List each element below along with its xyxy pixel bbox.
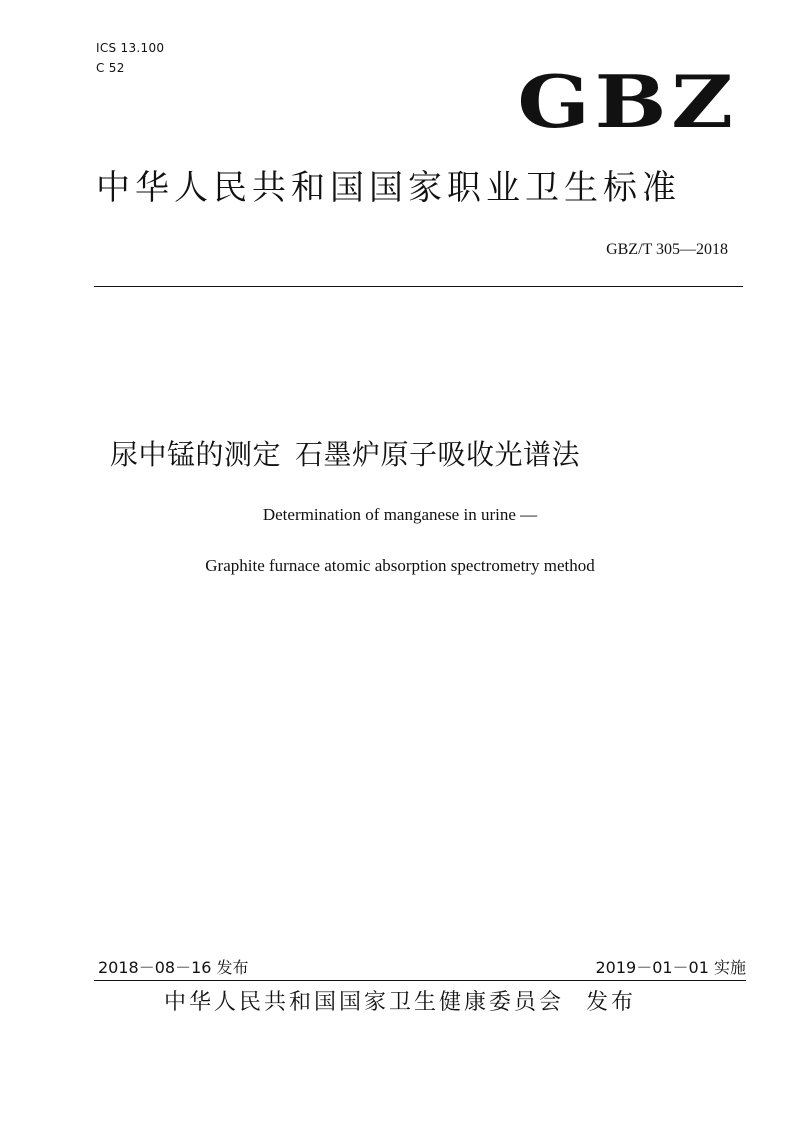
- issuer-name: 中华人民共和国国家卫生健康委员会: [163, 990, 564, 1015]
- issuer-line: [0, 989, 800, 1017]
- title-english-line2: Graphite furnace atomic absorption spectrometry method: [205, 556, 595, 575]
- issuer-action: 发布: [586, 990, 637, 1015]
- issue-date: 2018－08－16 发布: [98, 958, 249, 977]
- standard-type-heading: 中华人民共和国国家职业卫生标准: [96, 168, 681, 208]
- title-english-line1: Determination of manganese in urine —: [262, 505, 538, 524]
- footer-divider: [94, 980, 746, 981]
- ics-code: ICS 13.100: [96, 41, 165, 55]
- title-chinese-part1: 尿中锰的测定: [110, 438, 282, 471]
- gbz-logo: GBZ: [517, 59, 738, 144]
- implementation-date: 2019－01－01 实施: [595, 958, 746, 977]
- ccs-code: C 52: [96, 61, 125, 75]
- title-chinese-part2: 石墨炉原子吸收光谱法: [295, 438, 581, 471]
- title-chinese: [110, 438, 580, 472]
- standard-number: GBZ/T 305—2018: [606, 241, 728, 258]
- header-divider: [94, 286, 743, 287]
